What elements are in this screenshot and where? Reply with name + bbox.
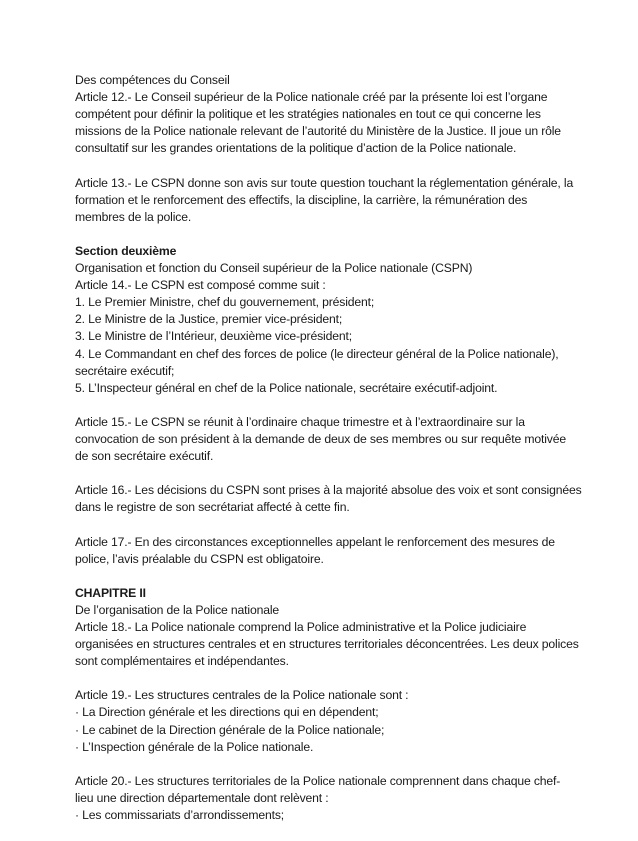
list-item: · L’Inspection générale de la Police nationale. bbox=[75, 739, 314, 754]
text-line: Article 14.- Le CSPN est composé comme suit : bbox=[75, 278, 326, 293]
text-line: missions de la Police nationale relevant de l’autorité du Ministère de la Justice. Il joue un rôle bbox=[75, 124, 561, 139]
text-line: sont complémentaires et indépendantes. bbox=[75, 654, 289, 669]
text-line: Article 19.- Les structures centrales de la Police nationale sont : bbox=[75, 688, 409, 703]
text-line: Article 12.- Le Conseil supérieur de la Police nationale créé par la présente loi est l’organe bbox=[75, 90, 548, 105]
list-item: secrétaire exécutif; bbox=[75, 363, 175, 378]
list-item: · Le cabinet de la Direction générale de la Police nationale; bbox=[75, 722, 385, 737]
text-line: de son secrétaire exécutif. bbox=[75, 449, 214, 464]
list-item: · La Direction générale et les directions qui en dépendent; bbox=[75, 705, 379, 720]
text-line: consultatif sur les grandes orientations de la politique d’action de la Police nationale. bbox=[75, 141, 517, 156]
section-heading: Section deuxième bbox=[75, 243, 177, 258]
paragraph-article-16 bbox=[75, 482, 582, 516]
section-title: Des compétences du Conseil bbox=[75, 73, 230, 87]
section-subtitle: Organisation et fonction du Conseil supérieur de la Police nationale (CSPN) bbox=[75, 261, 473, 276]
text-line: membres de la police. bbox=[75, 209, 192, 224]
chapter-heading: CHAPITRE II bbox=[75, 585, 146, 600]
text-line: organisées en structures centrales et en structures territoriales déconcentrées. Les deux polices bbox=[75, 637, 579, 652]
text-line: lieu une direction départementale dont relèvent : bbox=[75, 790, 329, 805]
text-line: convocation de son président à la demande de deux de ses membres ou sur requête motivée bbox=[75, 431, 567, 446]
list-item: · Les commissariats d’arrondissements; bbox=[75, 808, 285, 823]
list-item: 3. Le Ministre de l’Intérieur, deuxième vice-président; bbox=[75, 329, 352, 344]
text-line: police, l’avis préalable du CSPN est obligatoire. bbox=[75, 551, 324, 566]
text-line: Article 16.- Les décisions du CSPN sont prises à la majorité absolue des voix et sont consignées bbox=[75, 483, 582, 498]
paragraph-article-13 bbox=[75, 175, 575, 226]
list-item: 1. Le Premier Ministre, chef du gouvernement, président; bbox=[75, 295, 375, 310]
text-line: Article 15.- Le CSPN se réunit à l’ordinaire chaque trimestre et à l’extraordinaire sur la bbox=[75, 414, 525, 429]
text-line: formation et le renforcement des effectifs, la discipline, la carrière, la rémunération des bbox=[75, 192, 528, 207]
paragraph-article-19 bbox=[75, 687, 575, 755]
text-line: compétent pour définir la politique et les stratégies nationales en tout ce qui concerne les bbox=[75, 107, 541, 122]
list-item: 4. Le Commandant en chef des forces de police (le directeur général de la Police nationale), bbox=[75, 346, 559, 361]
text-line: Article 20.- Les structures territoriales de la Police nationale comprennent dans chaque chef- bbox=[75, 773, 561, 788]
list-item: 2. Le Ministre de la Justice, premier vice-président; bbox=[75, 312, 343, 327]
document-page bbox=[75, 72, 582, 841]
chapter-subtitle: De l’organisation de la Police nationale bbox=[75, 602, 280, 617]
paragraph-article-20 bbox=[75, 773, 575, 824]
text-line: Article 17.- En des circonstances exceptionnelles appelant le renforcement des mesures de bbox=[75, 534, 555, 549]
text-line: dans le registre de son secrétariat affecté à cette fin. bbox=[75, 500, 350, 515]
list-item: 5. L’Inspecteur général en chef de la Police nationale, secrétaire exécutif-adjoint. bbox=[75, 380, 498, 395]
text-line: Article 18.- La Police nationale comprend la Police administrative et la Police judiciaire bbox=[75, 620, 527, 634]
paragraph-section-deuxieme bbox=[75, 243, 575, 397]
paragraph-chapitre-2 bbox=[75, 585, 579, 670]
text-line: Article 13.- Le CSPN donne son avis sur toute question touchant la réglementation générale, la bbox=[75, 175, 574, 190]
paragraph-article-17 bbox=[75, 534, 575, 568]
paragraph-conseil-competences bbox=[75, 72, 575, 157]
paragraph-article-15 bbox=[75, 414, 575, 465]
